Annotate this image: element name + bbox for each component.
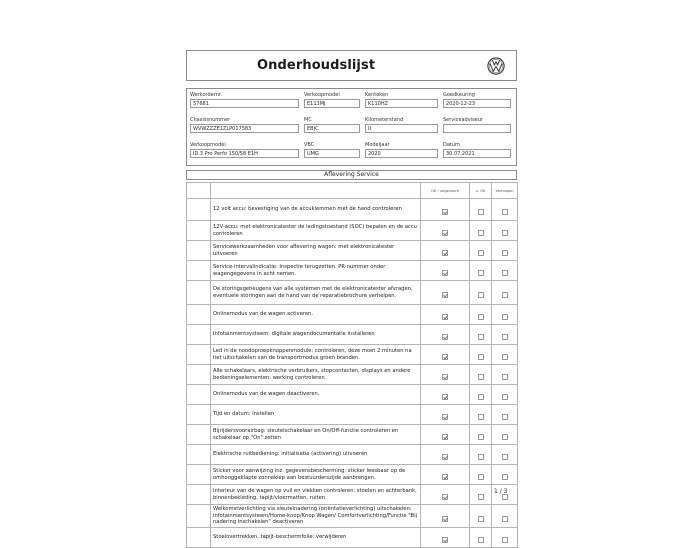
checkbox-fixed[interactable]	[502, 474, 508, 480]
checkbox-ok-cell	[421, 261, 470, 281]
checkbox-ok[interactable]	[442, 394, 448, 400]
field-verkoopmodel-naam	[190, 142, 299, 158]
row-spacer	[187, 365, 211, 385]
checklist-row	[187, 281, 518, 305]
checkbox-fixed-cell	[492, 261, 518, 281]
row-spacer	[187, 261, 211, 281]
field-value: K110HZ	[365, 99, 438, 108]
checkbox-not-ok-cell	[470, 445, 492, 465]
field-label: Verkoopmodel	[190, 142, 226, 148]
checkbox-fixed-cell	[492, 345, 518, 365]
checkbox-ok[interactable]	[442, 516, 448, 522]
checklist-row	[187, 505, 518, 528]
page-indicator: 1 / 3	[494, 488, 508, 495]
checkbox-fixed-cell	[492, 199, 518, 221]
row-spacer	[187, 485, 211, 505]
checkbox-not-ok[interactable]	[478, 474, 484, 480]
field-label: Kenteken	[365, 92, 389, 98]
row-spacer	[187, 425, 211, 445]
field-label: MC	[304, 117, 312, 123]
field-label: Chassisnummer	[190, 117, 231, 123]
checkbox-fixed[interactable]	[502, 516, 508, 522]
column-header-fixed: Verholpen	[492, 183, 518, 199]
checkbox-ok-cell	[421, 425, 470, 445]
row-spacer	[187, 221, 211, 241]
checkbox-fixed[interactable]	[502, 537, 508, 543]
checkbox-fixed-cell	[492, 281, 518, 305]
document-title: Onderhoudslijst	[257, 58, 376, 73]
checkbox-ok[interactable]	[442, 374, 448, 380]
checklist-row	[187, 345, 518, 365]
checkbox-fixed[interactable]	[502, 454, 508, 460]
checkbox-fixed[interactable]	[502, 354, 508, 360]
checkbox-not-ok-cell	[470, 221, 492, 241]
checkbox-fixed-cell	[492, 528, 518, 548]
checklist-item-text: Infotainmentsysteem: digitale wagendocumentatie installeren	[211, 325, 421, 345]
checkbox-fixed-cell	[492, 385, 518, 405]
checkbox-ok[interactable]	[442, 209, 448, 215]
checkbox-not-ok-cell	[470, 505, 492, 528]
checklist-item-text: Alle schakelaars, elektrische verbruikers, stopcontacten, displays en andere bedieningselementen: werking controleren	[211, 365, 421, 385]
checkbox-ok-cell	[421, 345, 470, 365]
checkbox-not-ok-cell	[470, 325, 492, 345]
checklist-row	[187, 325, 518, 345]
checklist-item-text: Servicewerkzaamheden voor aflevering wagen: met elektronicatester uitvoeren	[211, 241, 421, 261]
checkbox-not-ok[interactable]	[478, 250, 484, 256]
row-spacer	[187, 199, 211, 221]
checkbox-fixed-cell	[492, 405, 518, 425]
checkbox-ok-cell	[421, 445, 470, 465]
checkbox-fixed[interactable]	[502, 394, 508, 400]
checklist-body	[187, 199, 518, 548]
checkbox-not-ok-cell	[470, 425, 492, 445]
checklist-item-text: Welkomstverlichting via sleutelnadering (oriëntatieverlichting) uitschakelen: infotainmentsysteem/Home-knop/Knop Wagen/ Comfortverlichting/Functie "Bij nadering inschakelen" deactiveren	[211, 505, 421, 528]
checkbox-ok[interactable]	[442, 354, 448, 360]
checklist-item-text: De storingsgeheugens van alle systemen met de elektronicatester afvragen, eventuele storingen aan de hand van de reparatiebrochure verhelpen.	[211, 281, 421, 305]
field-value: EBJC	[304, 124, 360, 133]
checkbox-ok[interactable]	[442, 537, 448, 543]
checklist-row	[187, 241, 518, 261]
checkbox-ok-cell	[421, 241, 470, 261]
checklist-row	[187, 305, 518, 325]
checkbox-ok[interactable]	[442, 414, 448, 420]
checkbox-ok[interactable]	[442, 314, 448, 320]
checklist-row	[187, 261, 518, 281]
field-value: 30.07.2021	[443, 149, 511, 158]
field-value: 57681	[190, 99, 299, 108]
field-label: Datum	[443, 142, 460, 148]
checklist-table	[186, 182, 518, 548]
field-label: Werkordernr.	[190, 92, 223, 98]
field-value: WVWZZZE1ZLP017583	[190, 124, 299, 133]
field-value: 0	[365, 124, 438, 133]
checkbox-fixed[interactable]	[502, 314, 508, 320]
field-modeljaar	[365, 142, 438, 158]
field-label: Kilometerstand	[365, 117, 404, 123]
field-value: 2020	[365, 149, 438, 158]
document-header	[186, 50, 517, 81]
checkbox-ok-cell	[421, 221, 470, 241]
field-werkordernr	[190, 92, 299, 108]
checklist-row	[187, 385, 518, 405]
checklist-row	[187, 445, 518, 465]
checkbox-not-ok-cell	[470, 385, 492, 405]
checklist-item-text: Tijd en datum: instellen	[211, 405, 421, 425]
checkbox-not-ok-cell	[470, 528, 492, 548]
checklist-item-text: Interieur van de wagen op vuil en vlekken controleren: stoelen en achterbank, binnenbekleding, tapijt/vloermatten, ruiten	[211, 485, 421, 505]
checkbox-not-ok-cell	[470, 365, 492, 385]
checkbox-ok[interactable]	[442, 292, 448, 298]
checkbox-fixed-cell	[492, 425, 518, 445]
checkbox-ok-cell	[421, 405, 470, 425]
row-spacer	[187, 325, 211, 345]
row-spacer	[187, 281, 211, 305]
checklist-item-text: Onlinemodus van de wagen deactiveren.	[211, 385, 421, 405]
checkbox-not-ok-cell	[470, 485, 492, 505]
checklist-row	[187, 405, 518, 425]
checkbox-not-ok[interactable]	[478, 292, 484, 298]
checkbox-fixed[interactable]	[502, 434, 508, 440]
checkbox-ok[interactable]	[442, 434, 448, 440]
checkbox-fixed-cell	[492, 305, 518, 325]
checkbox-not-ok[interactable]	[478, 537, 484, 543]
checklist-row	[187, 199, 518, 221]
checklist-item-text: 12 volt accu: bevestiging van de accuklemmen met de hand controleren	[211, 199, 421, 221]
checklist-item-text: Sticker voor aanwijzing inz. gegevensbescherming: sticker leesbaar op de omhooggeklapte zonneklep aan bestuurderszijde aanbrengen.	[211, 465, 421, 485]
checklist-row	[187, 465, 518, 485]
row-spacer	[187, 528, 211, 548]
checkbox-fixed[interactable]	[502, 250, 508, 256]
row-spacer	[187, 405, 211, 425]
checkbox-ok[interactable]	[442, 474, 448, 480]
checkbox-not-ok[interactable]	[478, 209, 484, 215]
row-spacer	[187, 445, 211, 465]
checklist-item-text: Led in de noodoproepknoppenmodule: controleren, deze moet 2 minuten na het uitschakelen van de transportmodus groen branden.	[211, 345, 421, 365]
checkbox-not-ok[interactable]	[478, 374, 484, 380]
checkbox-not-ok-cell	[470, 199, 492, 221]
checklist-item-text: Stoelovertrekken, tapijt-beschermfolie: verwijderen	[211, 528, 421, 548]
checkbox-ok[interactable]	[442, 494, 448, 500]
checkbox-ok-cell	[421, 485, 470, 505]
checkbox-not-ok[interactable]	[478, 516, 484, 522]
field-datum	[443, 142, 511, 158]
checkbox-ok-cell	[421, 385, 470, 405]
field-label: Modeljaar	[365, 142, 390, 148]
checkbox-ok-cell	[421, 325, 470, 345]
checkbox-not-ok[interactable]	[478, 314, 484, 320]
checkbox-ok[interactable]	[442, 454, 448, 460]
checkbox-fixed-cell	[492, 445, 518, 465]
checklist-row	[187, 365, 518, 385]
checkbox-not-ok[interactable]	[478, 354, 484, 360]
checkbox-not-ok-cell	[470, 241, 492, 261]
checkbox-not-ok[interactable]	[478, 270, 484, 276]
field-value	[443, 124, 511, 133]
checkbox-ok[interactable]	[442, 230, 448, 236]
checkbox-fixed[interactable]	[502, 230, 508, 236]
checkbox-not-ok[interactable]	[478, 454, 484, 460]
row-spacer	[187, 505, 211, 528]
checkbox-not-ok-cell	[470, 305, 492, 325]
checkbox-fixed-cell	[492, 505, 518, 528]
checkbox-fixed-cell	[492, 365, 518, 385]
checkbox-fixed-cell	[492, 241, 518, 261]
checkbox-ok-cell	[421, 505, 470, 528]
checkbox-fixed-cell	[492, 465, 518, 485]
field-value: 2020-12-23	[443, 99, 511, 108]
checklist-row	[187, 221, 518, 241]
field-goedkeuring	[443, 92, 511, 108]
checkbox-not-ok-cell	[470, 261, 492, 281]
checkbox-ok-cell	[421, 365, 470, 385]
checkbox-fixed[interactable]	[502, 374, 508, 380]
checkbox-not-ok[interactable]	[478, 414, 484, 420]
checklist-item-text: Onlinemodus van de wagen activeren.	[211, 305, 421, 325]
checkbox-fixed[interactable]	[502, 270, 508, 276]
vw-logo-icon	[487, 57, 505, 75]
field-label: Verkoopmodel	[304, 92, 340, 98]
checklist-header-row	[187, 183, 518, 199]
checkbox-fixed[interactable]	[502, 209, 508, 215]
checkbox-fixed-cell	[492, 325, 518, 345]
checkbox-fixed[interactable]	[502, 414, 508, 420]
row-spacer	[187, 305, 211, 325]
checkbox-ok-cell	[421, 528, 470, 548]
row-spacer	[187, 465, 211, 485]
field-chassisnummer	[190, 117, 299, 133]
checkbox-not-ok[interactable]	[478, 434, 484, 440]
field-kilometerstand	[365, 117, 438, 133]
field-mc	[304, 117, 360, 133]
section-title: Aflevering Service	[186, 170, 517, 180]
checklist-row	[187, 485, 518, 505]
checkbox-ok[interactable]	[442, 334, 448, 340]
column-header-ok: OK / uitgevoerd	[421, 183, 470, 199]
checkbox-not-ok[interactable]	[478, 394, 484, 400]
checklist-item-text: Service-intervalindicatie: Inspectie terugzetten. PR-nummer onder wagengegevens in acht nemen.	[211, 261, 421, 281]
checkbox-fixed[interactable]	[502, 292, 508, 298]
checkbox-fixed[interactable]	[502, 334, 508, 340]
checklist-row	[187, 528, 518, 548]
field-vbc	[304, 142, 360, 158]
column-header-not-ok: n. OK	[470, 183, 492, 199]
checkbox-ok[interactable]	[442, 270, 448, 276]
checklist-item-text: Elektrische ruitbediening: initialisatie (activering) uitvoeren	[211, 445, 421, 465]
checkbox-ok-cell	[421, 465, 470, 485]
checkbox-not-ok[interactable]	[478, 334, 484, 340]
field-kenteken	[365, 92, 438, 108]
checkbox-not-ok-cell	[470, 345, 492, 365]
header-description	[211, 183, 421, 199]
vehicle-info-panel	[186, 88, 517, 166]
field-label: Goedkeuring	[443, 92, 475, 98]
field-label: VBC	[304, 142, 315, 148]
field-verkoopmodel	[304, 92, 360, 108]
checklist-item-text: Bijrijdersvoorairbag: sleutelschakelaar en On/Off-functie controleren en schakelaar op "On" zetten	[211, 425, 421, 445]
field-value: ID.3 Pro Perfo 150/58 E1H	[190, 149, 299, 158]
field-value: UMG	[304, 149, 360, 158]
checklist-item-text: 12V-accu: met elektronicatester de ladingstoestand (SOC) bepalen en de accu controleren	[211, 221, 421, 241]
row-spacer	[187, 345, 211, 365]
field-serviceadviseur	[443, 117, 511, 133]
checkbox-not-ok-cell	[470, 281, 492, 305]
checkbox-not-ok-cell	[470, 465, 492, 485]
checkbox-not-ok-cell	[470, 405, 492, 425]
checkbox-not-ok[interactable]	[478, 494, 484, 500]
checkbox-fixed-cell	[492, 221, 518, 241]
row-spacer	[187, 241, 211, 261]
row-spacer	[187, 385, 211, 405]
checkbox-ok-cell	[421, 305, 470, 325]
checkbox-not-ok[interactable]	[478, 230, 484, 236]
checkbox-ok-cell	[421, 199, 470, 221]
header-blank	[187, 183, 211, 199]
field-value: E113MJ	[304, 99, 360, 108]
checkbox-ok[interactable]	[442, 250, 448, 256]
checklist-row	[187, 425, 518, 445]
field-label: Serviceadviseur	[443, 117, 483, 123]
checkbox-ok-cell	[421, 281, 470, 305]
